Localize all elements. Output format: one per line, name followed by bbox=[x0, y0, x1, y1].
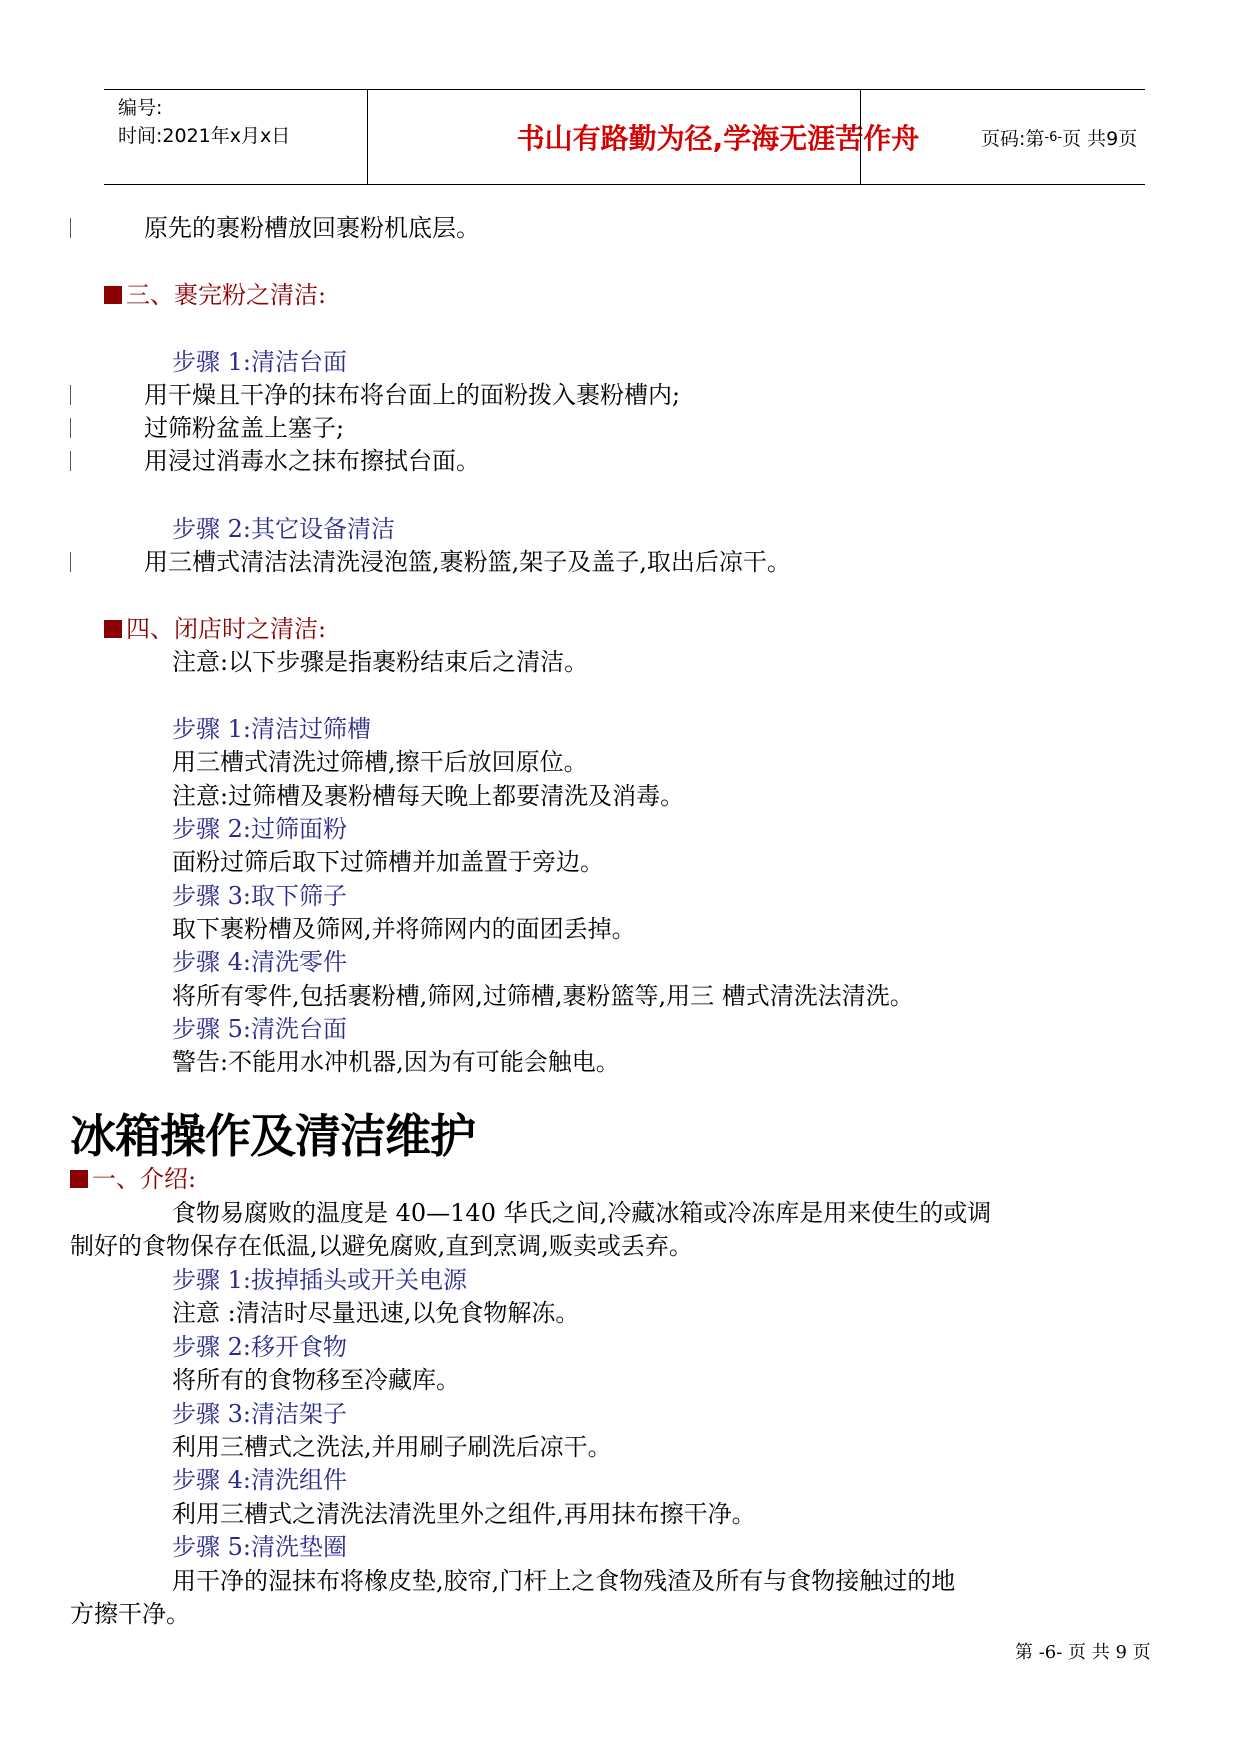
section-heading-3: 三、裹完粉之清洁: bbox=[104, 279, 326, 311]
time-label: 时间:2021年x月x日 bbox=[118, 125, 291, 147]
page-number: -6- bbox=[1044, 129, 1063, 145]
square-bullet-icon bbox=[104, 286, 122, 304]
document-header bbox=[104, 89, 1145, 185]
step-heading: 步骤 2:移开食物 bbox=[172, 1333, 347, 1361]
step-heading: 步骤 3:清洁架子 bbox=[172, 1400, 347, 1428]
paragraph-line: 过筛粉盆盖上塞子; bbox=[144, 414, 345, 442]
paragraph-line: 将所有的食物移至冷藏库。 bbox=[172, 1366, 460, 1394]
paragraph-line: 注意 :清洁时尽量迅速,以免食物解冻。 bbox=[172, 1299, 580, 1327]
section-heading-intro: 一、介绍: bbox=[70, 1163, 196, 1195]
change-marker bbox=[70, 552, 71, 572]
paragraph-line: 注意:过筛槽及裹粉槽每天晚上都要清洗及消毒。 bbox=[172, 782, 685, 810]
number-label: 编号: bbox=[118, 97, 163, 119]
chapter-title: 冰箱操作及清洁维护 bbox=[70, 1109, 475, 1163]
paragraph-line: 食物易腐败的温度是 40—140 华氏之间,冷藏冰箱或冷冻库是用来使生的或调 bbox=[172, 1199, 992, 1227]
step-heading: 步骤 1:拔掉插头或开关电源 bbox=[172, 1266, 467, 1294]
paragraph-line: 用浸过消毒水之抹布擦拭台面。 bbox=[144, 447, 480, 475]
change-marker bbox=[70, 418, 71, 438]
section-heading-4: 四、闭店时之清洁: bbox=[104, 613, 326, 645]
step-heading: 步骤 2:过筛面粉 bbox=[172, 815, 347, 843]
change-marker bbox=[70, 385, 71, 405]
page-label-prefix: 页码:第 bbox=[981, 127, 1045, 150]
paragraph-line: 利用三槽式之洗法,并用刷子刷洗后凉干。 bbox=[172, 1433, 612, 1461]
paragraph-line: 方擦干净。 bbox=[70, 1600, 190, 1628]
paragraph-line: 用三槽式清洁法清洗浸泡篮,裹粉篮,架子及盖子,取出后凉干。 bbox=[144, 548, 791, 576]
step-heading: 步骤 5:清洗垫圈 bbox=[172, 1533, 347, 1561]
step-heading: 步骤 5:清洗台面 bbox=[172, 1015, 347, 1043]
header-meta bbox=[118, 94, 368, 150]
step-heading: 步骤 1:清洁过筛槽 bbox=[172, 715, 371, 743]
header-page-info bbox=[981, 90, 1137, 184]
paragraph-line: 注意:以下步骤是指裹粉结束后之清洁。 bbox=[172, 648, 589, 676]
paragraph-line: 取下裹粉槽及筛网,并将筛网内的面团丢掉。 bbox=[172, 915, 636, 943]
paragraph-line: 用三槽式清洗过筛槽,擦干后放回原位。 bbox=[172, 748, 588, 776]
step-heading: 步骤 4:清洗零件 bbox=[172, 948, 347, 976]
change-marker bbox=[70, 218, 71, 238]
paragraph-line: 警告:不能用水冲机器,因为有可能会触电。 bbox=[172, 1048, 620, 1076]
step-heading: 步骤 4:清洗组件 bbox=[172, 1466, 347, 1494]
page-footer: 第 -6- 页 共 9 页 bbox=[1015, 1642, 1151, 1663]
paragraph-line: 原先的裹粉槽放回裹粉机底层。 bbox=[144, 214, 480, 242]
header-motto: 书山有路勤为径,学海无涯苦作舟 bbox=[516, 122, 920, 155]
square-bullet-icon bbox=[70, 1170, 88, 1188]
paragraph-line: 利用三槽式之清洗法清洗里外之组件,再用抹布擦干净。 bbox=[172, 1500, 756, 1528]
step-heading: 步骤 1:清洁台面 bbox=[172, 348, 347, 376]
step-heading: 步骤 3:取下筛子 bbox=[172, 882, 347, 910]
change-marker bbox=[70, 451, 71, 471]
page-label-suffix: 页 共9页 bbox=[1062, 127, 1138, 150]
step-heading: 步骤 2:其它设备清洁 bbox=[172, 515, 395, 543]
paragraph-line: 用干燥且干净的抹布将台面上的面粉拨入裹粉槽内; bbox=[144, 381, 681, 409]
header-divider-right bbox=[860, 90, 861, 184]
paragraph-line: 制好的食物保存在低温,以避免腐败,直到烹调,贩卖或丢弃。 bbox=[70, 1232, 693, 1260]
paragraph-line: 将所有零件,包括裹粉槽,筛网,过筛槽,裹粉篮等,用三 槽式清洗法清洗。 bbox=[172, 982, 914, 1010]
paragraph-line: 面粉过筛后取下过筛槽并加盖置于旁边。 bbox=[172, 848, 604, 876]
header-divider-left bbox=[367, 90, 368, 184]
square-bullet-icon bbox=[104, 620, 122, 638]
paragraph-line: 用干净的湿抹布将橡皮垫,胶帘,门杆上之食物残渣及所有与食物接触过的地 bbox=[172, 1567, 956, 1595]
